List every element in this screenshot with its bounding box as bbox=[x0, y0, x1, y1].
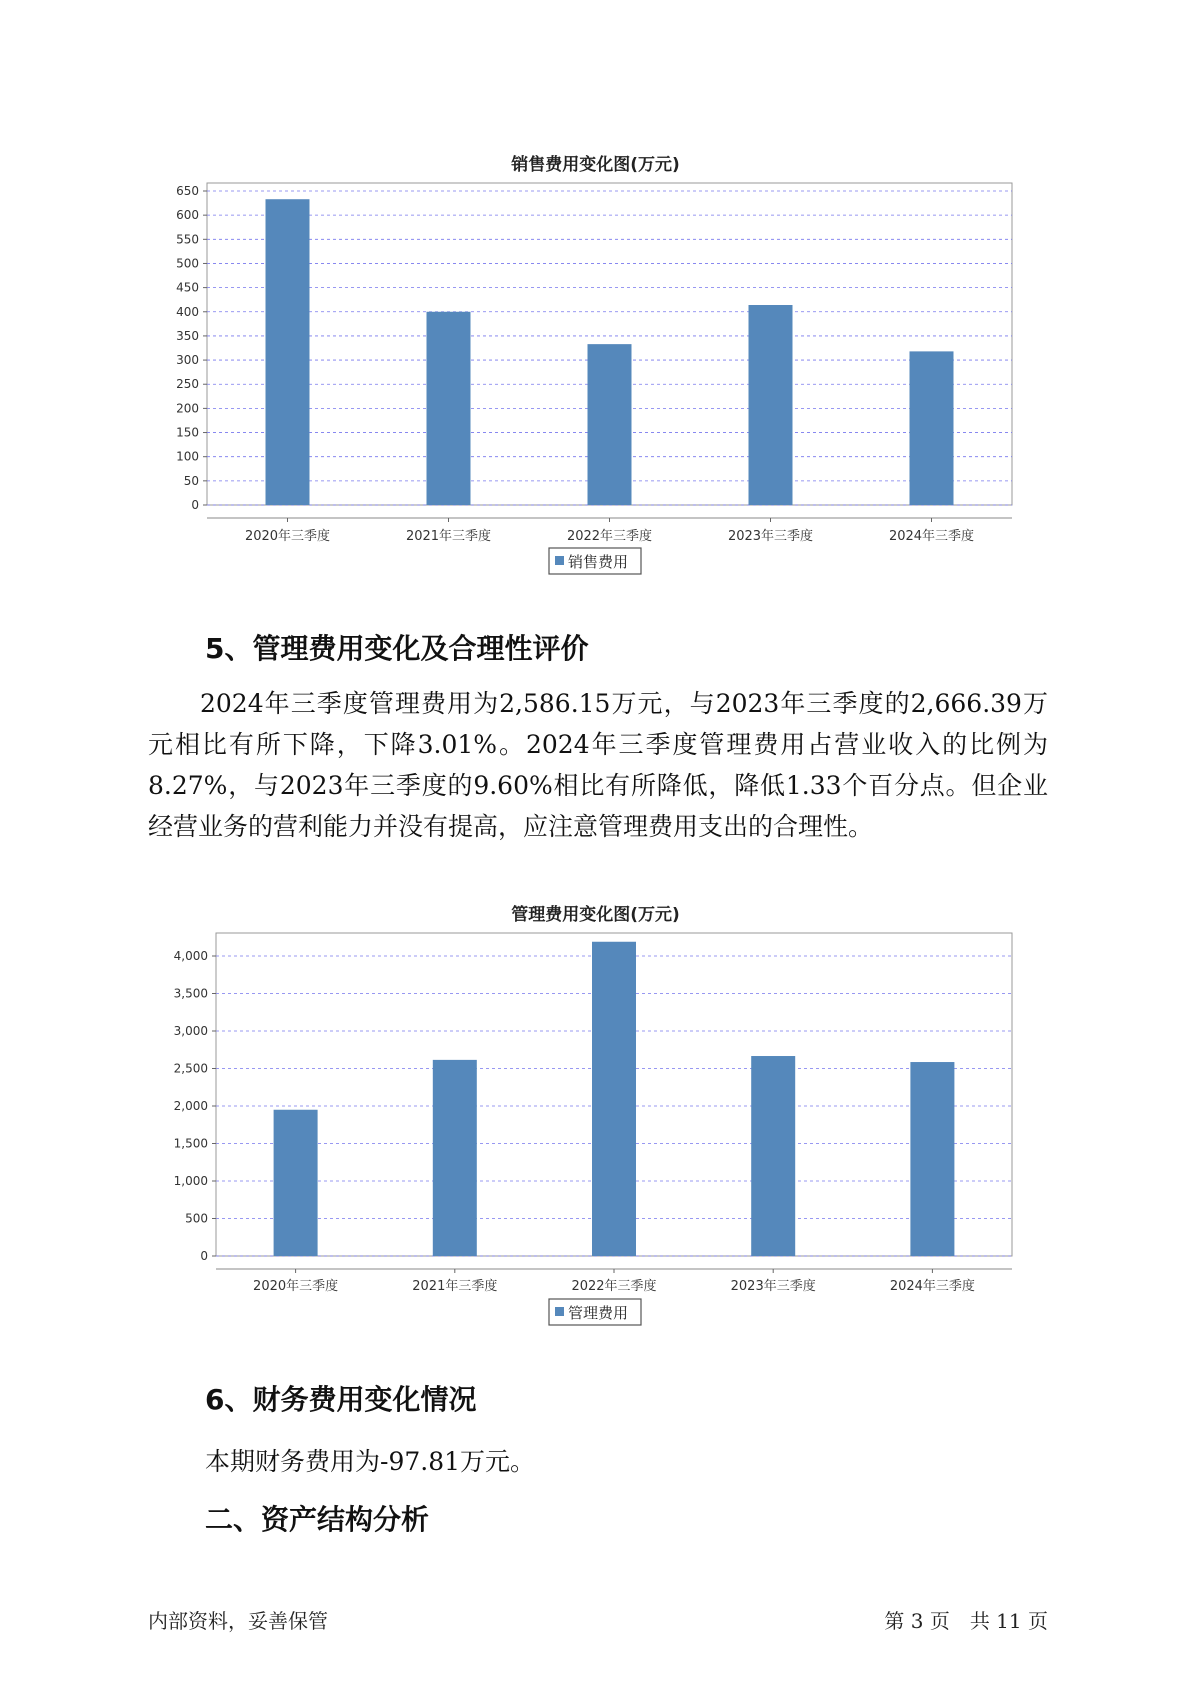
y-tick-label: 1,500 bbox=[173, 1136, 208, 1151]
section-6-heading: 6、财务费用变化情况 bbox=[205, 1383, 477, 1416]
legend-label: 销售费用 bbox=[568, 553, 629, 571]
bar bbox=[266, 199, 310, 505]
y-tick-label: 150 bbox=[176, 425, 199, 440]
bar bbox=[910, 1062, 954, 1256]
y-tick-label: 650 bbox=[176, 184, 199, 198]
y-tick-label: 0 bbox=[200, 1249, 208, 1263]
bar bbox=[592, 942, 636, 1256]
y-tick-label: 300 bbox=[176, 353, 199, 368]
y-tick-label: 0 bbox=[191, 498, 199, 512]
y-tick-label: 500 bbox=[185, 1211, 208, 1226]
y-tick-label: 550 bbox=[176, 232, 199, 247]
y-tick-label: 2,000 bbox=[173, 1099, 208, 1113]
y-tick-label: 600 bbox=[176, 208, 199, 223]
y-tick-label: 3,000 bbox=[173, 1024, 208, 1038]
x-tick-label: 2024年三季度 bbox=[888, 529, 975, 544]
bar bbox=[910, 351, 954, 505]
y-tick-label: 500 bbox=[176, 256, 199, 271]
sales-chart-title: 销售费用变化图(万元) bbox=[511, 155, 680, 175]
legend-swatch bbox=[555, 556, 564, 565]
bar bbox=[274, 1110, 318, 1256]
x-tick-label: 2022年三季度 bbox=[566, 529, 653, 544]
section-two-heading: 二、资产结构分析 bbox=[205, 1503, 430, 1536]
y-tick-label: 450 bbox=[176, 280, 199, 295]
x-tick-label: 2020年三季度 bbox=[244, 529, 331, 544]
section-5-heading: 5、管理费用变化及合理性评价 bbox=[205, 632, 589, 665]
y-tick-label: 200 bbox=[176, 401, 199, 416]
x-tick-label: 2022年三季度 bbox=[571, 1279, 657, 1294]
y-tick-label: 50 bbox=[183, 473, 199, 488]
admin-chart-title: 管理费用变化图(万元) bbox=[511, 905, 680, 925]
sales-expense-chart bbox=[0, 170, 1191, 590]
x-tick-label: 2021年三季度 bbox=[405, 529, 492, 544]
y-tick-label: 4,000 bbox=[173, 949, 208, 963]
bar bbox=[751, 1056, 795, 1256]
bar bbox=[588, 344, 632, 505]
bar bbox=[427, 312, 471, 505]
legend-swatch bbox=[555, 1307, 564, 1316]
admin-expense-chart bbox=[0, 920, 1191, 1340]
bar bbox=[749, 305, 793, 505]
section-5-paragraph: 2024年三季度管理费用为2,586.15万元，与2023年三季度的2,666.39万元相比有所下降，下降3.01%。2024年三季度管理费用占营业收入的比例为8.27%，与2023年三季度的9.60%相比有所降低，降低1.33个百分点。但企业经营业务的营利能力并没有提高，应注意管理费用支出的合理性。 bbox=[148, 689, 1048, 841]
x-tick-label: 2021年三季度 bbox=[412, 1279, 498, 1294]
x-tick-label: 2023年三季度 bbox=[730, 1279, 816, 1294]
x-tick-label: 2023年三季度 bbox=[727, 529, 814, 544]
footer-left: 内部资料，妥善保管 bbox=[148, 1609, 328, 1633]
x-tick-label: 2020年三季度 bbox=[253, 1279, 339, 1294]
y-tick-label: 100 bbox=[176, 449, 199, 464]
y-tick-label: 350 bbox=[176, 328, 199, 343]
y-tick-label: 250 bbox=[176, 377, 199, 392]
section-6-text: 本期财务费用为-97.81万元。 bbox=[205, 1447, 536, 1476]
x-tick-label: 2024年三季度 bbox=[889, 1279, 975, 1294]
legend-label: 管理费用 bbox=[568, 1304, 629, 1322]
y-tick-label: 1,000 bbox=[173, 1174, 208, 1188]
footer-page-number: 第 3 页 共 11 页 bbox=[884, 1609, 1048, 1633]
y-tick-label: 2,500 bbox=[173, 1061, 208, 1076]
y-tick-label: 3,500 bbox=[173, 986, 208, 1001]
bar bbox=[433, 1060, 477, 1256]
y-tick-label: 400 bbox=[176, 304, 199, 319]
